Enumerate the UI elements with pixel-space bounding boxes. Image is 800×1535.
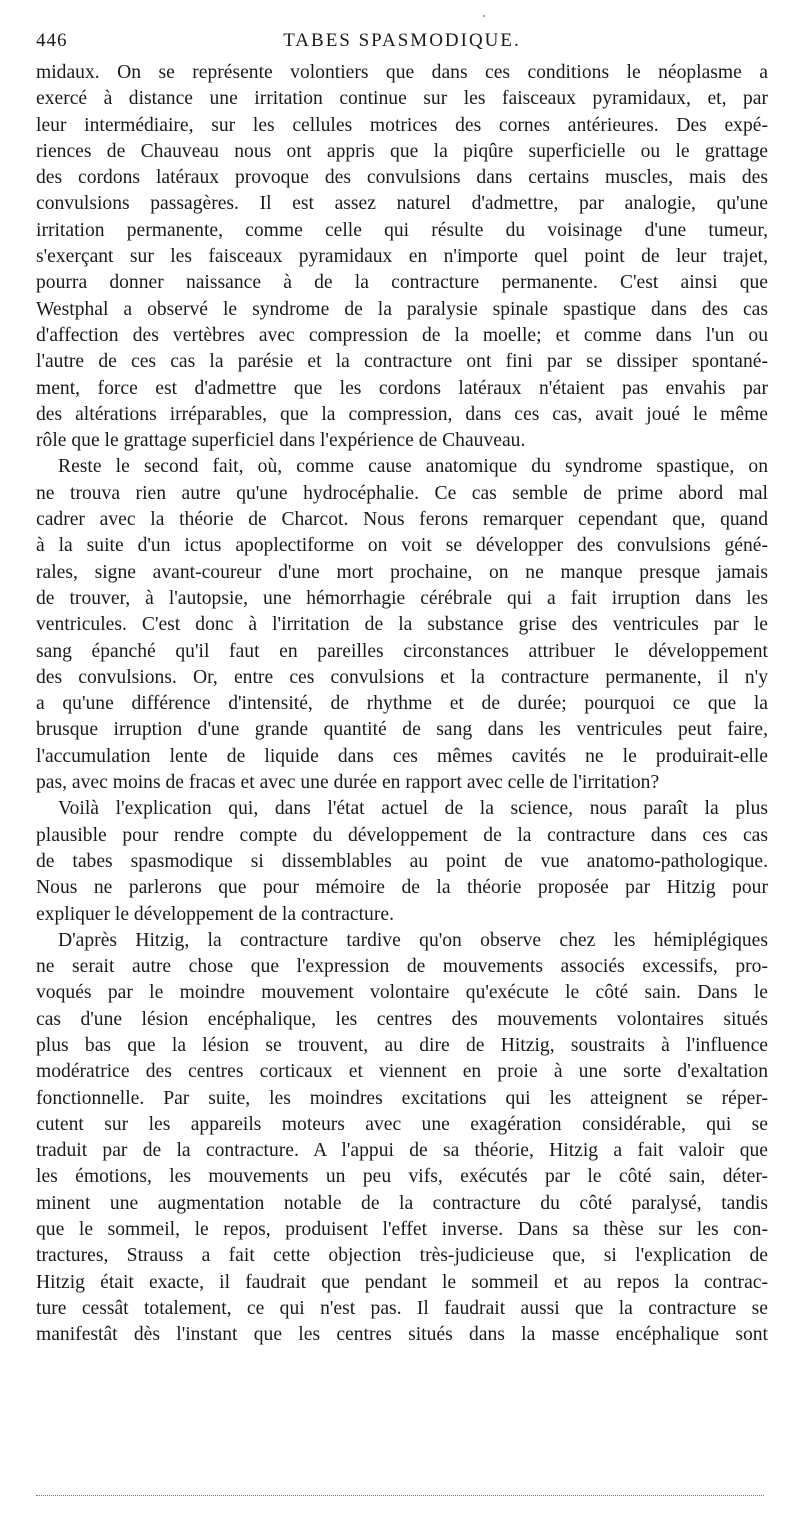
- body-text: [36, 60, 768, 1349]
- text-line: rales, signe avant-coureur d'une mort prochaine, on ne manque presque jamais: [36, 561, 768, 583]
- page-number: 446: [36, 30, 68, 51]
- text-line: exercé à distance une irritation continue sur les faisceaux pyramidaux, et, par: [36, 88, 768, 110]
- text-line: les émotions, les mouvements un peu vifs, exécutés par le côté sain, déter-: [36, 1166, 768, 1188]
- footer-dotted-rule: [36, 1495, 764, 1496]
- text-line: a qu'une différence d'intensité, de rhythme et de durée; pourquoi ce que la: [36, 693, 768, 715]
- text-line: traduit par de la contracture. A l'appui de sa théorie, Hitzig a fait valoir que: [36, 1140, 768, 1162]
- text-line: fonctionnelle. Par suite, les moindres excitations qui les atteignent se réper-: [36, 1087, 768, 1109]
- text-line: pourra donner naissance à de la contracture permanente. C'est ainsi que: [36, 272, 768, 294]
- text-line: des convulsions. Or, entre ces convulsions et la contracture permanente, il n'y: [36, 666, 768, 688]
- text-line: ne serait autre chose que l'expression de mouvements associés excessifs, pro-: [36, 956, 768, 978]
- text-line: Reste le second fait, où, comme cause anatomique du syndrome spastique, on: [58, 456, 768, 478]
- text-line: ventricules. C'est donc à l'irritation de la substance grise des ventricules par le: [36, 614, 768, 636]
- text-line: convulsions passagères. Il est assez naturel d'admettre, par analogie, qu'une: [36, 193, 768, 215]
- page-header: [36, 30, 768, 60]
- text-line: à la suite d'un ictus apoplectiforme on voit se développer des convulsions géné-: [36, 535, 768, 557]
- text-line: expliquer le développement de la contracture.: [36, 903, 394, 925]
- text-line: riences de Chauveau nous ont appris que la piqûre superficielle ou le grattage: [36, 140, 768, 162]
- book-page: [36, 30, 768, 1349]
- text-line: Westphal a observé le syndrome de la paralysie spinale spastique dans des cas: [36, 298, 768, 320]
- text-line: ture cessât totalement, ce qui n'est pas. Il faudrait aussi que la contracture se: [36, 1297, 768, 1319]
- text-line: s'exerçant sur les faisceaux pyramidaux en n'importe quel point de leur trajet,: [36, 246, 768, 268]
- paragraph: [36, 796, 768, 927]
- paragraph: [36, 60, 768, 454]
- text-line: minent une augmentation notable de la contracture du côté paralysé, tandis: [36, 1192, 768, 1214]
- text-line: Hitzig était exacte, il faudrait que pendant le sommeil et au repos la contrac-: [36, 1271, 768, 1293]
- text-line: rôle que le grattage superficiel dans l'expérience de Chauveau.: [36, 430, 526, 452]
- running-title: TABES SPASMODIQUE.: [283, 30, 521, 51]
- text-line: que le sommeil, le repos, produisent l'effet inverse. Dans sa thèse sur les con-: [36, 1219, 768, 1241]
- text-line: pas, avec moins de fracas et avec une durée en rapport avec celle de l'irritation?: [36, 772, 660, 794]
- text-line: irritation permanente, comme celle qui résulte du voisinage d'une tumeur,: [36, 219, 768, 241]
- text-line: cutent sur les appareils moteurs avec une exagération considérable, qui se: [36, 1113, 768, 1135]
- text-line: l'accumulation lente de liquide dans ces mêmes cavités ne le produirait-elle: [36, 745, 768, 767]
- text-line: d'affection des vertèbres avec compression de la moelle; et comme dans l'un ou: [36, 324, 768, 346]
- text-line: cas d'une lésion encéphalique, les centres des mouvements volontaires situés: [36, 1008, 768, 1030]
- text-line: plus bas que la lésion se trouvent, au dire de Hitzig, soustraits à l'influence: [36, 1034, 768, 1056]
- text-line: D'après Hitzig, la contracture tardive qu'on observe chez les hémiplégiques: [58, 929, 768, 951]
- text-line: ment, force est d'admettre que les cordons latéraux n'étaient pas envahis par: [36, 377, 768, 399]
- paragraph: [36, 928, 768, 1349]
- text-line: Voilà l'explication qui, dans l'état actuel de la science, nous paraît la plus: [58, 798, 768, 820]
- text-line: brusque irruption d'une grande quantité de sang dans les ventricules peut faire,: [36, 719, 768, 741]
- text-line: tractures, Strauss a fait cette objection très-judicieuse que, si l'explication de: [36, 1245, 768, 1267]
- text-line: de trouver, à l'autopsie, une hémorrhagie cérébrale qui a fait irruption dans les: [36, 587, 768, 609]
- text-line: plausible pour rendre compte du développement de la contracture dans ces cas: [36, 824, 768, 846]
- text-line: manifestât dès l'instant que les centres situés dans la masse encéphalique sont: [36, 1324, 768, 1346]
- text-line: de tabes spasmodique si dissemblables au point de vue anatomo-pathologique.: [36, 850, 768, 872]
- print-speck: [483, 15, 485, 17]
- text-line: des altérations irréparables, que la compression, dans ces cas, avait joué le même: [36, 403, 768, 425]
- text-line: des cordons latéraux provoque des convulsions dans certains muscles, mais des: [36, 167, 768, 189]
- text-line: l'autre de ces cas la parésie et la contracture ont fini par se dissiper spontané-: [36, 351, 768, 373]
- text-line: Nous ne parlerons que pour mémoire de la théorie proposée par Hitzig pour: [36, 877, 768, 899]
- paragraph: [36, 454, 768, 796]
- text-line: midaux. On se représente volontiers que dans ces conditions le néoplasme a: [36, 62, 768, 83]
- text-line: cadrer avec la théorie de Charcot. Nous ferons remarquer cependant que, quand: [36, 509, 768, 531]
- text-line: modératrice des centres corticaux et viennent en proie à une sorte d'exaltation: [36, 1061, 768, 1083]
- text-line: ne trouva rien autre qu'une hydrocéphalie. Ce cas semble de prime abord mal: [36, 482, 768, 504]
- text-line: leur intermédiaire, sur les cellules motrices des cornes antérieures. Des expé-: [36, 114, 768, 136]
- text-line: voqués par le moindre mouvement volontaire qu'exécute le côté sain. Dans le: [36, 982, 768, 1004]
- text-line: sang épanché qu'il faut en pareilles circonstances attribuer le développement: [36, 640, 768, 662]
